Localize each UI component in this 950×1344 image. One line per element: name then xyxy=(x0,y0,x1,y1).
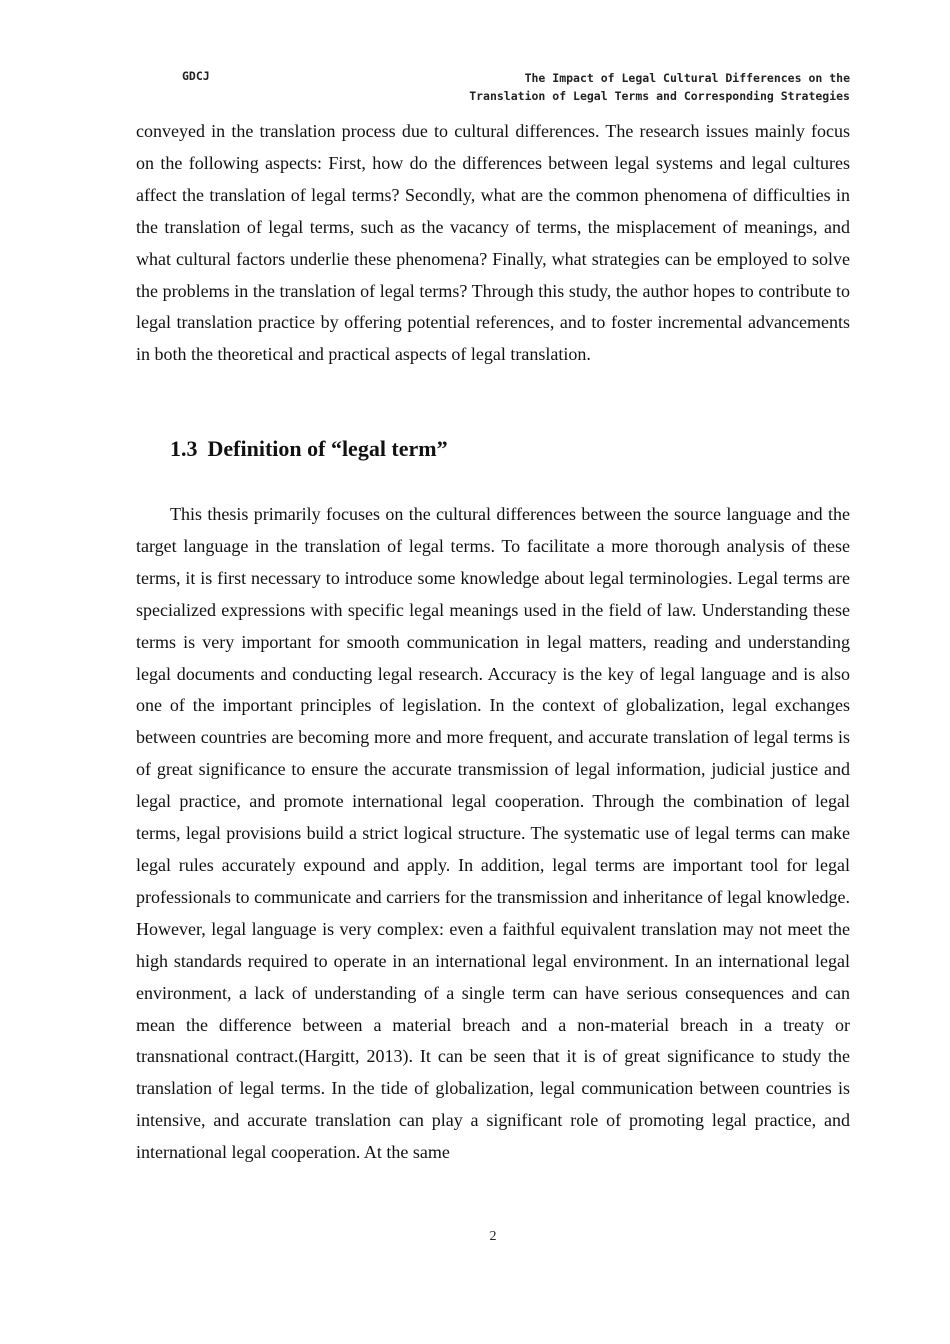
continuation-paragraph: conveyed in the translation process due to cultural differences. The research issues mainly focus on the following aspects: First, how do the differences between legal systems and legal cultures affect the translation of legal terms? Secondly, what are the common phenomena of difficulties in the translation of legal terms, such as the vacancy of terms, the misplacement of meanings, and what cultural factors underlie these phenomena? Finally, what strategies can be employed to solve the problems in the translation of legal terms? Through this study, the author hopes to contribute to legal translation practice by offering potential references, and to foster incremental advancements in both the theoretical and practical aspects of legal translation. xyxy=(136,121,850,365)
section-heading xyxy=(170,436,448,462)
running-header-title-line1: The Impact of Legal Cultural Differences on the xyxy=(524,71,850,85)
running-header-left: GDCJ xyxy=(182,69,210,83)
running-header-title-line2: Translation of Legal Terms and Corresponding Strategies xyxy=(469,89,850,103)
page-number: 2 xyxy=(489,1229,497,1244)
section-number: 1.3 xyxy=(170,436,198,461)
section-title: Definition of “legal term” xyxy=(207,436,448,461)
section-body-paragraph: This thesis primarily focuses on the cultural differences between the source language and the target language in the translation of legal terms. To facilitate a more thorough analysis of these terms, it is first necessary to introduce some knowledge about legal terminologies. Legal terms are specialized expressions with specific legal meanings used in the field of law. Understanding these terms is very important for smooth communication in legal matters, reading and understanding legal documents and conducting legal research. Accuracy is the key of legal language and is also one of the important principles of legislation. In the context of globalization, legal exchanges between countries are becoming more and more frequent, and accurate translation of legal terms is of great significance to ensure the accurate transmission of legal information, judicial justice and legal practice, and promote international legal cooperation. Through the combination of legal terms, legal provisions build a strict logical structure. The systematic use of legal terms can make legal rules accurately expound and apply. In addition, legal terms are important tool for legal professionals to communicate and carriers for the transmission and inheritance of legal knowledge. However, legal language is very complex: even a faithful equivalent translation may not meet the high standards required to operate in an international legal environment. In an international legal environment, a lack of understanding of a single term can have serious consequences and can mean the difference between a material breach and a non-material breach in a treaty or transnational contract.(Hargitt, 2013). It can be seen that it is of great significance to study the translation of legal terms. In the tide of globalization, legal communication between countries is intensive, and accurate translation can play a significant role of promoting legal practice, and international legal cooperation. At the same xyxy=(136,504,850,1163)
running-header-title xyxy=(370,69,850,105)
